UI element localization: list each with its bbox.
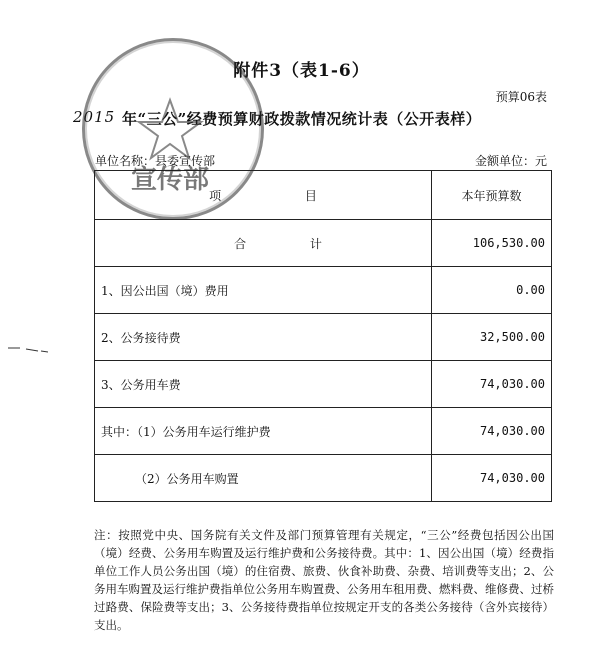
row-value: 74,030.00 [432, 408, 552, 455]
row-label: 3、公务用车费 [95, 361, 432, 408]
budget-table [94, 170, 552, 502]
table-row [95, 408, 552, 455]
row-value: 0.00 [432, 267, 552, 314]
pen-mark-icon [8, 342, 48, 354]
table-row [95, 314, 552, 361]
row-label: 其中：（1）公务用车运行维护费 [95, 408, 432, 455]
footnote: 注：按照党中央、国务院有关文件及部门预算管理有关规定，“三公”经费包括因公出国（境）经费、公务用车购置及运行维护费和公务接待费。其中：1、因公出国（境）经费指单位工作人员公务出国（境）的住宿费、旅费、伙食补助费、杂费、培训费等支出；2、公务用车购置及运行维护费指单位公务用车购置费、公务用车租用费、燃料费、维修费、过桥过路费、保险费等支出；3、公务接待费指单位按规定开支的各类公务接待（含外宾接待）支出。 [94, 528, 554, 632]
form-code: 预算06表 [495, 90, 547, 104]
table-header-row [95, 171, 552, 220]
header-value: 本年预算数 [432, 171, 552, 220]
table-row-total [95, 220, 552, 267]
table-row [95, 267, 552, 314]
unit-name: 单位名称：县委宣传部 [95, 154, 216, 168]
handwritten-year: 2015 [73, 108, 116, 126]
appendix-title: 附件3（表1-6） [233, 61, 370, 81]
row-value: 106,530.00 [432, 220, 552, 267]
row-label: 1、因公出国（境）费用 [95, 267, 432, 314]
table-row [95, 455, 552, 502]
row-value: 32,500.00 [432, 314, 552, 361]
row-label: （2）公务用车购置 [95, 455, 432, 502]
document-title: 年“三公”经费预算财政拨款情况统计表（公开表样） [122, 110, 482, 128]
row-label: 合 计 [95, 220, 432, 267]
seal-text: 宣传部 [130, 165, 210, 195]
row-value: 74,030.00 [432, 455, 552, 502]
amount-unit: 金额单位：元 [474, 154, 547, 168]
table-row [95, 361, 552, 408]
row-label: 2、公务接待费 [95, 314, 432, 361]
header-item: 项 目 [95, 171, 432, 220]
row-value: 74,030.00 [432, 361, 552, 408]
